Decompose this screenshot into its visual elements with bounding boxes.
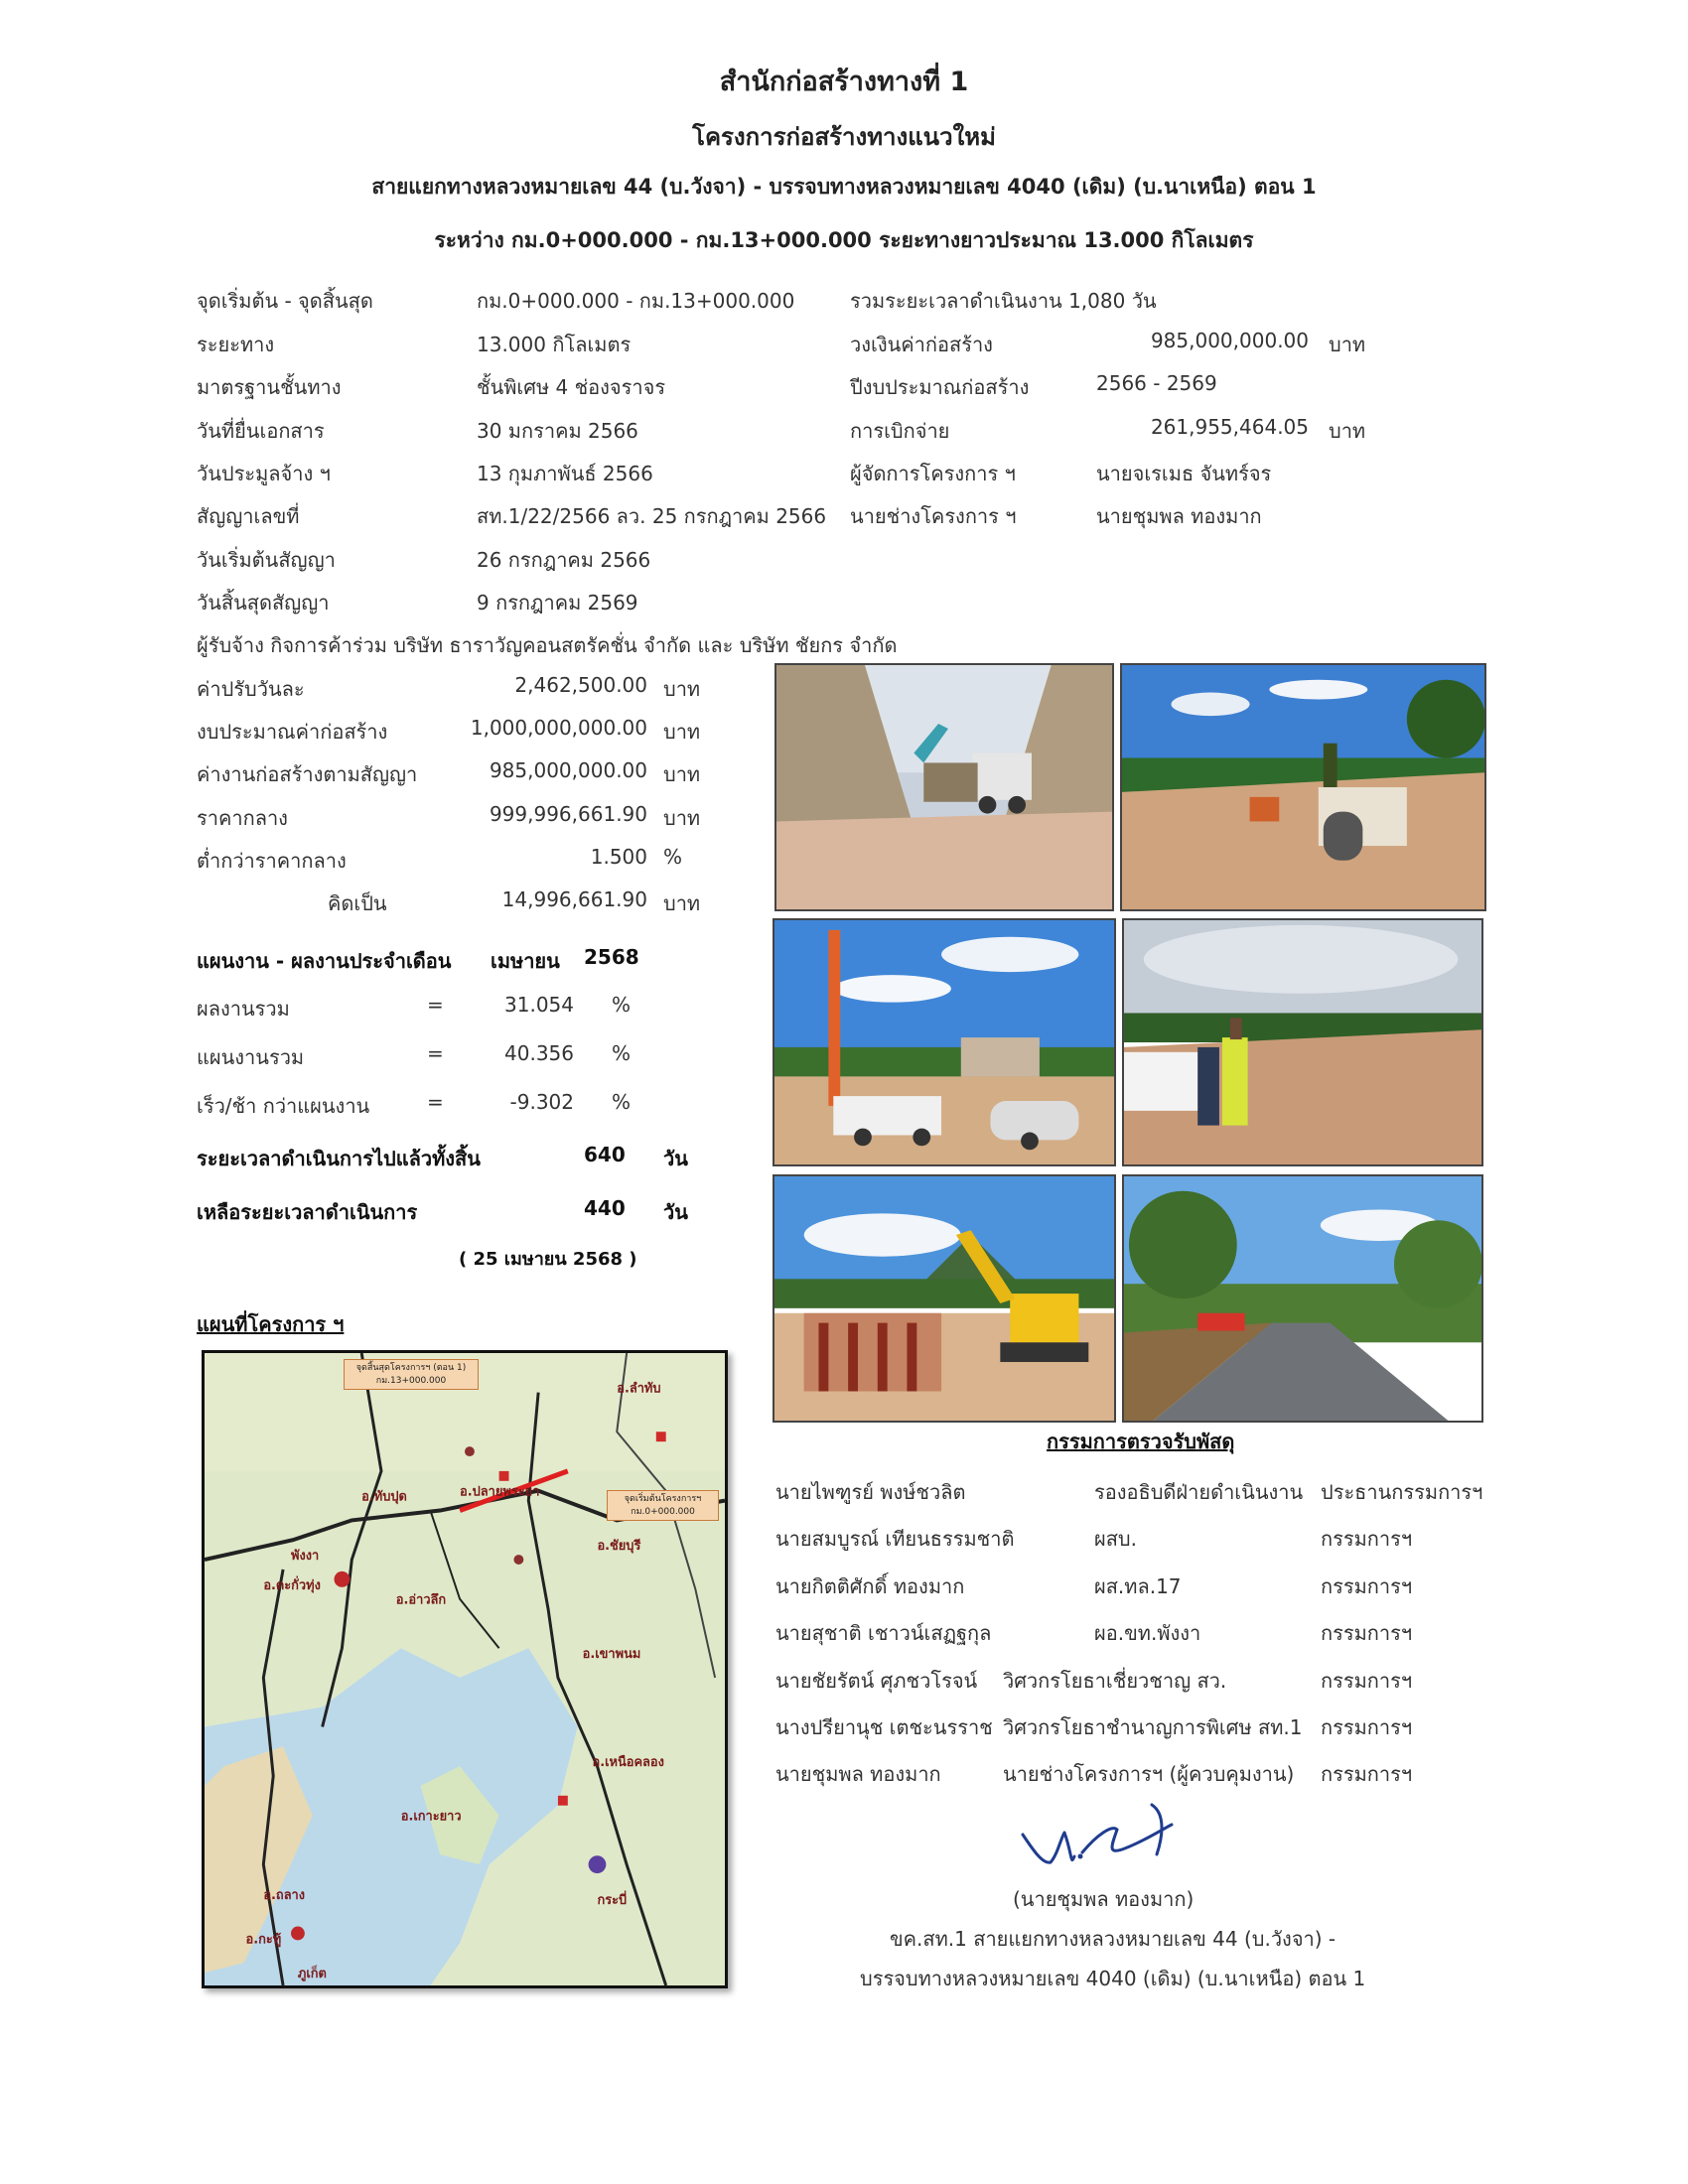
finance-unit: บาท [663, 677, 701, 701]
signature-line2: บรรจบทางหลวงหมายเลข 4040 (เดิม) (บ.นาเหนือ) ตอน 1 [860, 1967, 1366, 1990]
signature-mark [1013, 1795, 1201, 1874]
progress-eq: = [427, 993, 444, 1017]
finance-unit: บาท [663, 720, 701, 744]
info-value: 261,955,464.05 [1150, 415, 1309, 439]
member-name: นายไพฑูรย์ พงษ์ชวลิต [775, 1480, 966, 1504]
remaining-unit: วัน [663, 1200, 688, 1224]
progress-unit: % [612, 993, 632, 1017]
info-label: จุดเริ่มต้น - จุดสิ้นสุด [197, 289, 373, 313]
info-label: วันเริ่มต้นสัญญา [197, 548, 336, 572]
remaining-value: 440 [584, 1196, 626, 1220]
member-position: ผส.ทล.17 [1094, 1574, 1182, 1598]
member-position: นายช่างโครงการฯ (ผู้ควบคุมงาน) [1003, 1762, 1295, 1786]
finance-value: 999,996,661.90 [489, 802, 647, 826]
member-name: นายชุมพล ทองมาก [775, 1762, 941, 1786]
map-title: แผนที่โครงการ ฯ [197, 1312, 345, 1336]
member-role: กรรมการฯ [1321, 1715, 1413, 1739]
site-photo-road [1122, 1174, 1483, 1423]
finance-value: 1,000,000,000.00 [470, 716, 647, 740]
signature-name: (นายชุมพล ทองมาก) [1013, 1887, 1195, 1911]
progress-value: 31.054 [504, 993, 574, 1017]
route-title: สายแยกทางหลวงหมายเลข 44 (บ.วังจา) - บรรจบทางหลวงหมายเลข 4040 (เดิม) (บ.นาเหนือ) ตอน 1 [371, 175, 1317, 199]
progress-label: เร็ว/ช้า กว่าแผนงาน [197, 1094, 370, 1118]
progress-unit: % [612, 1090, 632, 1114]
map-place: พังงา [291, 1549, 320, 1565]
finance-value: 2,462,500.00 [514, 673, 647, 697]
progress-label: ผลงานรวม [197, 997, 290, 1021]
map-start-callout: จุดเริ่มต้นโครงการฯ กม.0+000.000 [607, 1490, 719, 1521]
site-photo-roller [1120, 663, 1486, 911]
progress-eq: = [427, 1041, 444, 1065]
info-value: 985,000,000.00 [1150, 329, 1309, 352]
info-value: 30 มกราคม 2566 [477, 419, 638, 443]
info-unit: บาท [1329, 419, 1366, 443]
member-position: รองอธิบดีฝ่ายดำเนินงาน [1094, 1480, 1304, 1504]
map-place: อ.อ่าวลึก [395, 1592, 447, 1608]
member-position: ผอ.ขท.พังงา [1094, 1621, 1201, 1645]
finance-unit: บาท [663, 762, 701, 786]
progress-value: -9.302 [509, 1090, 574, 1114]
info-label: ผู้จัดการโครงการ ฯ [850, 462, 1016, 485]
info-value: กม.0+000.000 - กม.13+000.000 [477, 289, 795, 313]
site-photo-piling [773, 918, 1116, 1166]
info-value: 2566 - 2569 [1096, 371, 1217, 395]
finance-unit: % [663, 845, 683, 869]
map-place: กระบี่ [597, 1892, 628, 1908]
info-value: 13 กุมภาพันธ์ 2566 [477, 462, 653, 485]
info-value: นายชุมพล ทองมาก [1096, 504, 1262, 528]
info-unit: บาท [1329, 333, 1366, 356]
member-role: กรรมการฯ [1321, 1762, 1413, 1786]
member-role: กรรมการฯ [1321, 1621, 1413, 1645]
member-position: ผสบ. [1094, 1527, 1137, 1551]
info-value: 9 กรกฎาคม 2569 [477, 591, 638, 614]
info-label: มาตรฐานชั้นทาง [197, 375, 342, 399]
info-label: ระยะทาง [197, 333, 275, 356]
member-role: กรรมการฯ [1321, 1574, 1413, 1598]
as-of-date: ( 25 เมษายน 2568 ) [459, 1249, 637, 1270]
map-place: ภูเก็ต [297, 1967, 327, 1982]
finance-label: ค่างานก่อสร้างตามสัญญา [197, 762, 418, 786]
progress-value: 40.356 [504, 1041, 574, 1065]
elapsed-label: ระยะเวลาดำเนินการไปแล้วทั้งสิ้น [197, 1147, 481, 1170]
finance-value: 14,996,661.90 [501, 887, 647, 911]
finance-unit: บาท [663, 891, 701, 915]
map-end-callout: จุดสิ้นสุดโครงการฯ (ตอน 1) กม.13+000.000 [344, 1359, 479, 1390]
info-label: สัญญาเลขที่ [197, 504, 300, 528]
member-name: นายชัยรัตน์ ศุภชวโรจน์ [775, 1669, 978, 1693]
progress-year: 2568 [584, 945, 639, 969]
map-place: อ.เขาพนม [582, 1647, 641, 1663]
info-label: วันสิ้นสุดสัญญา [197, 591, 330, 614]
member-name: นายกิตติศักดิ์ ทองมาก [775, 1574, 965, 1598]
map-place: อ.เกาะยาว [400, 1809, 462, 1825]
office-title: สำนักก่อสร้างทางที่ 1 [719, 67, 969, 97]
elapsed-unit: วัน [663, 1147, 688, 1170]
finance-value: 985,000,000.00 [489, 758, 647, 782]
progress-label: แผนงานรวม [197, 1045, 305, 1069]
site-photo-survey [1122, 918, 1483, 1166]
member-role: กรรมการฯ [1321, 1669, 1413, 1693]
finance-value: 1.500 [590, 845, 647, 869]
committee-title: กรรมการตรวจรับพัสดุ [1047, 1430, 1235, 1453]
info-label: วันประมูลจ้าง ฯ [197, 462, 331, 485]
info-value: ชั้นพิเศษ 4 ช่องจราจร [477, 375, 666, 399]
info-label: การเบิกจ่าย [850, 419, 950, 443]
finance-unit: บาท [663, 806, 701, 830]
duration-label: รวมระยะเวลาดำเนินงาน 1,080 วัน [850, 289, 1157, 313]
elapsed-value: 640 [584, 1143, 626, 1166]
member-name: นายสมบูรณ์ เทียนธรรมชาติ [775, 1527, 1015, 1551]
finance-label: ต่ำกว่าราคากลาง [197, 849, 347, 873]
project-title: โครงการก่อสร้างทางแนวใหม่ [692, 123, 996, 151]
contractor: ผู้รับจ้าง กิจการค้าร่วม บริษัท ธาราวัญคอนสตรัคชั่น จำกัด และ บริษัท ชัยกร จำกัด [197, 633, 898, 657]
member-name: นางปรียานุช เตชะนรราช [775, 1715, 993, 1739]
project-map [202, 1350, 728, 1988]
info-label: วันที่ยื่นเอกสาร [197, 419, 325, 443]
map-place: อ.เหนือคลอง [592, 1755, 664, 1771]
site-photo-excavation [774, 663, 1114, 911]
info-label: วงเงินค่าก่อสร้าง [850, 333, 993, 356]
map-place: อ.กะทู้ [245, 1932, 282, 1948]
progress-eq: = [427, 1090, 444, 1114]
info-value: สท.1/22/2566 ลว. 25 กรกฎาคม 2566 [477, 504, 827, 528]
member-role: ประธานกรรมการฯ [1321, 1480, 1483, 1504]
member-name: นายสุชาติ เชาวน์เสฏฐกุล [775, 1621, 992, 1645]
finance-label: คิดเป็น [328, 891, 387, 915]
info-label: ปีงบประมาณก่อสร้าง [850, 375, 1030, 399]
progress-title: แผนงาน - ผลงานประจำเดือน [197, 949, 452, 973]
info-value: 26 กรกฎาคม 2566 [477, 548, 651, 572]
info-value: นายจเรเมธ จันทร์จร [1096, 462, 1272, 485]
progress-unit: % [612, 1041, 632, 1065]
map-place: อ.ปลายพระยา [460, 1484, 540, 1500]
map-place: อ.ตะกั่วทุ่ง [263, 1577, 321, 1593]
map-place: อ.ลำทับ [617, 1381, 661, 1397]
finance-label: ค่าปรับวันละ [197, 677, 305, 701]
progress-month: เมษายน [491, 949, 560, 973]
map-place: อ.ถลาง [263, 1887, 306, 1903]
map-place: อ.ทับปุด [361, 1489, 407, 1505]
info-label: นายช่างโครงการ ฯ [850, 504, 1017, 528]
member-position: วิศวกรโยธาชำนาญการพิเศษ สท.1 [1003, 1715, 1303, 1739]
site-photo-excavator [773, 1174, 1116, 1423]
signature-line1: ขค.สท.1 สายแยกทางหลวงหมายเลข 44 (บ.วังจา) - [890, 1927, 1336, 1951]
finance-label: งบประมาณค่าก่อสร้าง [197, 720, 388, 744]
range-title: ระหว่าง กม.0+000.000 - กม.13+000.000 ระยะทางยาวประมาณ 13.000 กิโลเมตร [434, 228, 1254, 252]
member-role: กรรมการฯ [1321, 1527, 1413, 1551]
info-value: 13.000 กิโลเมตร [477, 333, 632, 356]
finance-label: ราคากลาง [197, 806, 288, 830]
map-place: อ.ชัยบุรี [597, 1539, 641, 1555]
member-position: วิศวกรโยธาเชี่ยวชาญ สว. [1003, 1669, 1227, 1693]
remaining-label: เหลือระยะเวลาดำเนินการ [197, 1200, 418, 1224]
